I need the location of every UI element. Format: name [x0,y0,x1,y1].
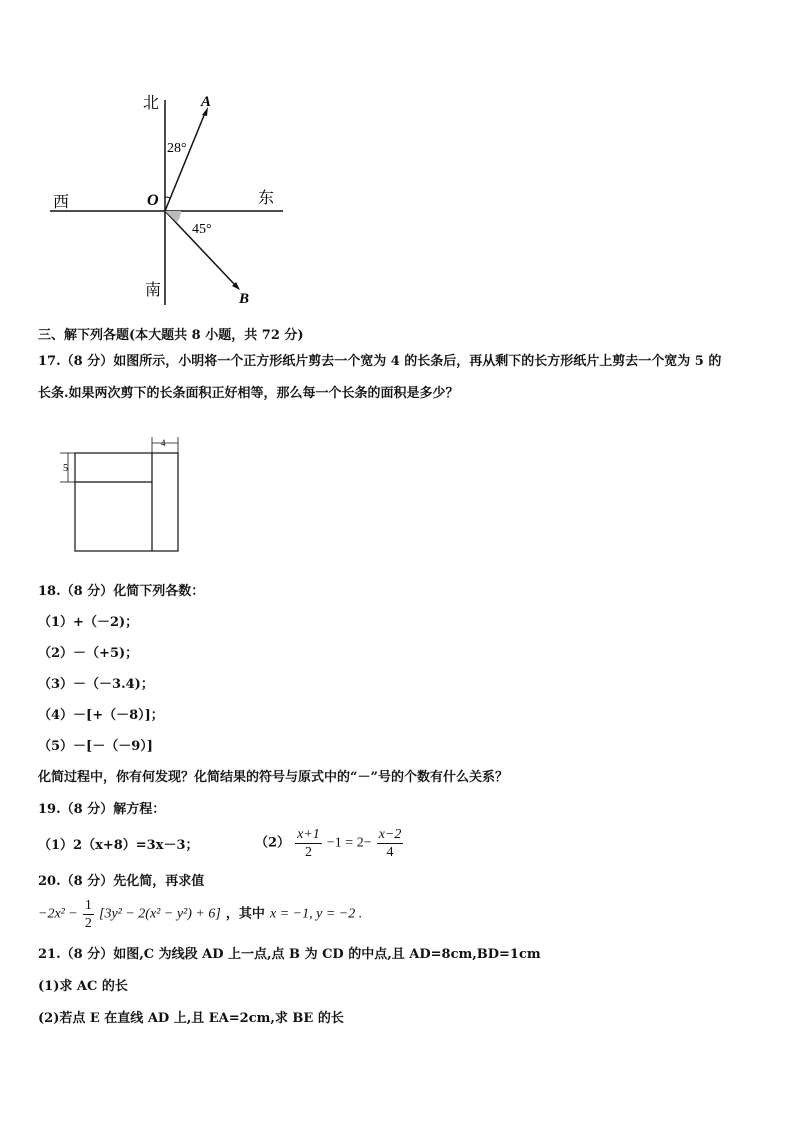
q20-frac-den: 2 [84,916,92,931]
label-east: 东 [258,190,275,207]
q21-title: 21.（8 分）如图,C 为线段 AD 上一点,点 B 为 CD 的中点,且 AD=8cm,BD=1cm [38,947,541,962]
q17-line2: 长条.如果两次剪下的长条面积正好相等，那么每一个长条的面积是多少？ [38,386,459,401]
label-origin: O [147,192,159,209]
q19-frac2 [377,826,404,861]
angle-45-shade [165,211,181,222]
section-heading: 三、解下列各题(本大题共 8 小题，共 72 分) [38,328,304,343]
q19-mid: −1 = 2− [326,835,372,851]
q19-part2-label: （2） [255,835,291,851]
q18-question: 化简过程中，你有何发现？化简结果的符号与原式中的“－”号的个数有什么关系？ [38,770,508,785]
q18-title: 18.（8 分）化简下列各数： [38,584,205,599]
q18-item-4: （4）－[+（－8）]； [38,708,164,723]
q20-condition: x = −1, y = −2 . [270,906,363,922]
label-point-a: A [201,94,212,110]
q20-title: 20.（8 分）先化简，再求值 [38,874,205,889]
label-west: 西 [53,194,70,211]
label-north: 北 [143,95,160,112]
label-south: 南 [145,282,162,299]
q20-expr-rest: [3y² − 2(x² − y²) + 6] [99,906,221,922]
q19-title: 19.（8 分）解方程： [38,802,166,817]
label-point-b: B [239,291,250,307]
q18-item-1: （1）+（－2)； [38,615,139,630]
square-outline [75,453,178,551]
q20-expr-start: −2x² − [38,906,78,922]
compass-diagram [40,85,300,315]
q21-part1: (1)求 AC 的长 [38,979,128,994]
q17-figure [50,432,190,557]
q19-part1: （1）2（x+8）=3x－3； [38,838,199,853]
q17-line1: 17.（8 分）如图所示，小明将一个正方形纸片剪去一个宽为 4 的长条后，再从剩下的长方形纸片上剪去一个宽为 5 的 [38,354,722,369]
dim-5-label: 5 [63,463,68,474]
q20-frac [83,897,94,932]
q20-expression [38,897,362,932]
q19-part2 [255,826,403,861]
label-angle-28: 28° [167,141,187,156]
q19-frac1-num: x+1 [297,827,320,842]
label-angle-45: 45° [192,222,212,237]
dim-4-label: 4 [161,438,166,448]
q18-item-5: （5）－[－（－9）] [38,739,153,754]
q19-frac1 [295,826,322,861]
q19-frac1-den: 2 [304,845,312,860]
angle-28-arc [165,197,170,198]
q20-condition-label: ，其中 [225,906,265,922]
ray-oa [165,113,205,211]
q19-frac2-num: x−2 [378,827,402,842]
q18-item-3: （3）－（－3.4)； [38,677,154,692]
q20-frac-num: 1 [84,898,92,913]
q21-part2: (2)若点 E 在直线 AD 上,且 EA=2cm,求 BE 的长 [38,1011,344,1026]
q18-item-2: （2）－（+5)； [38,646,139,661]
q19-frac2-den: 4 [386,845,394,860]
